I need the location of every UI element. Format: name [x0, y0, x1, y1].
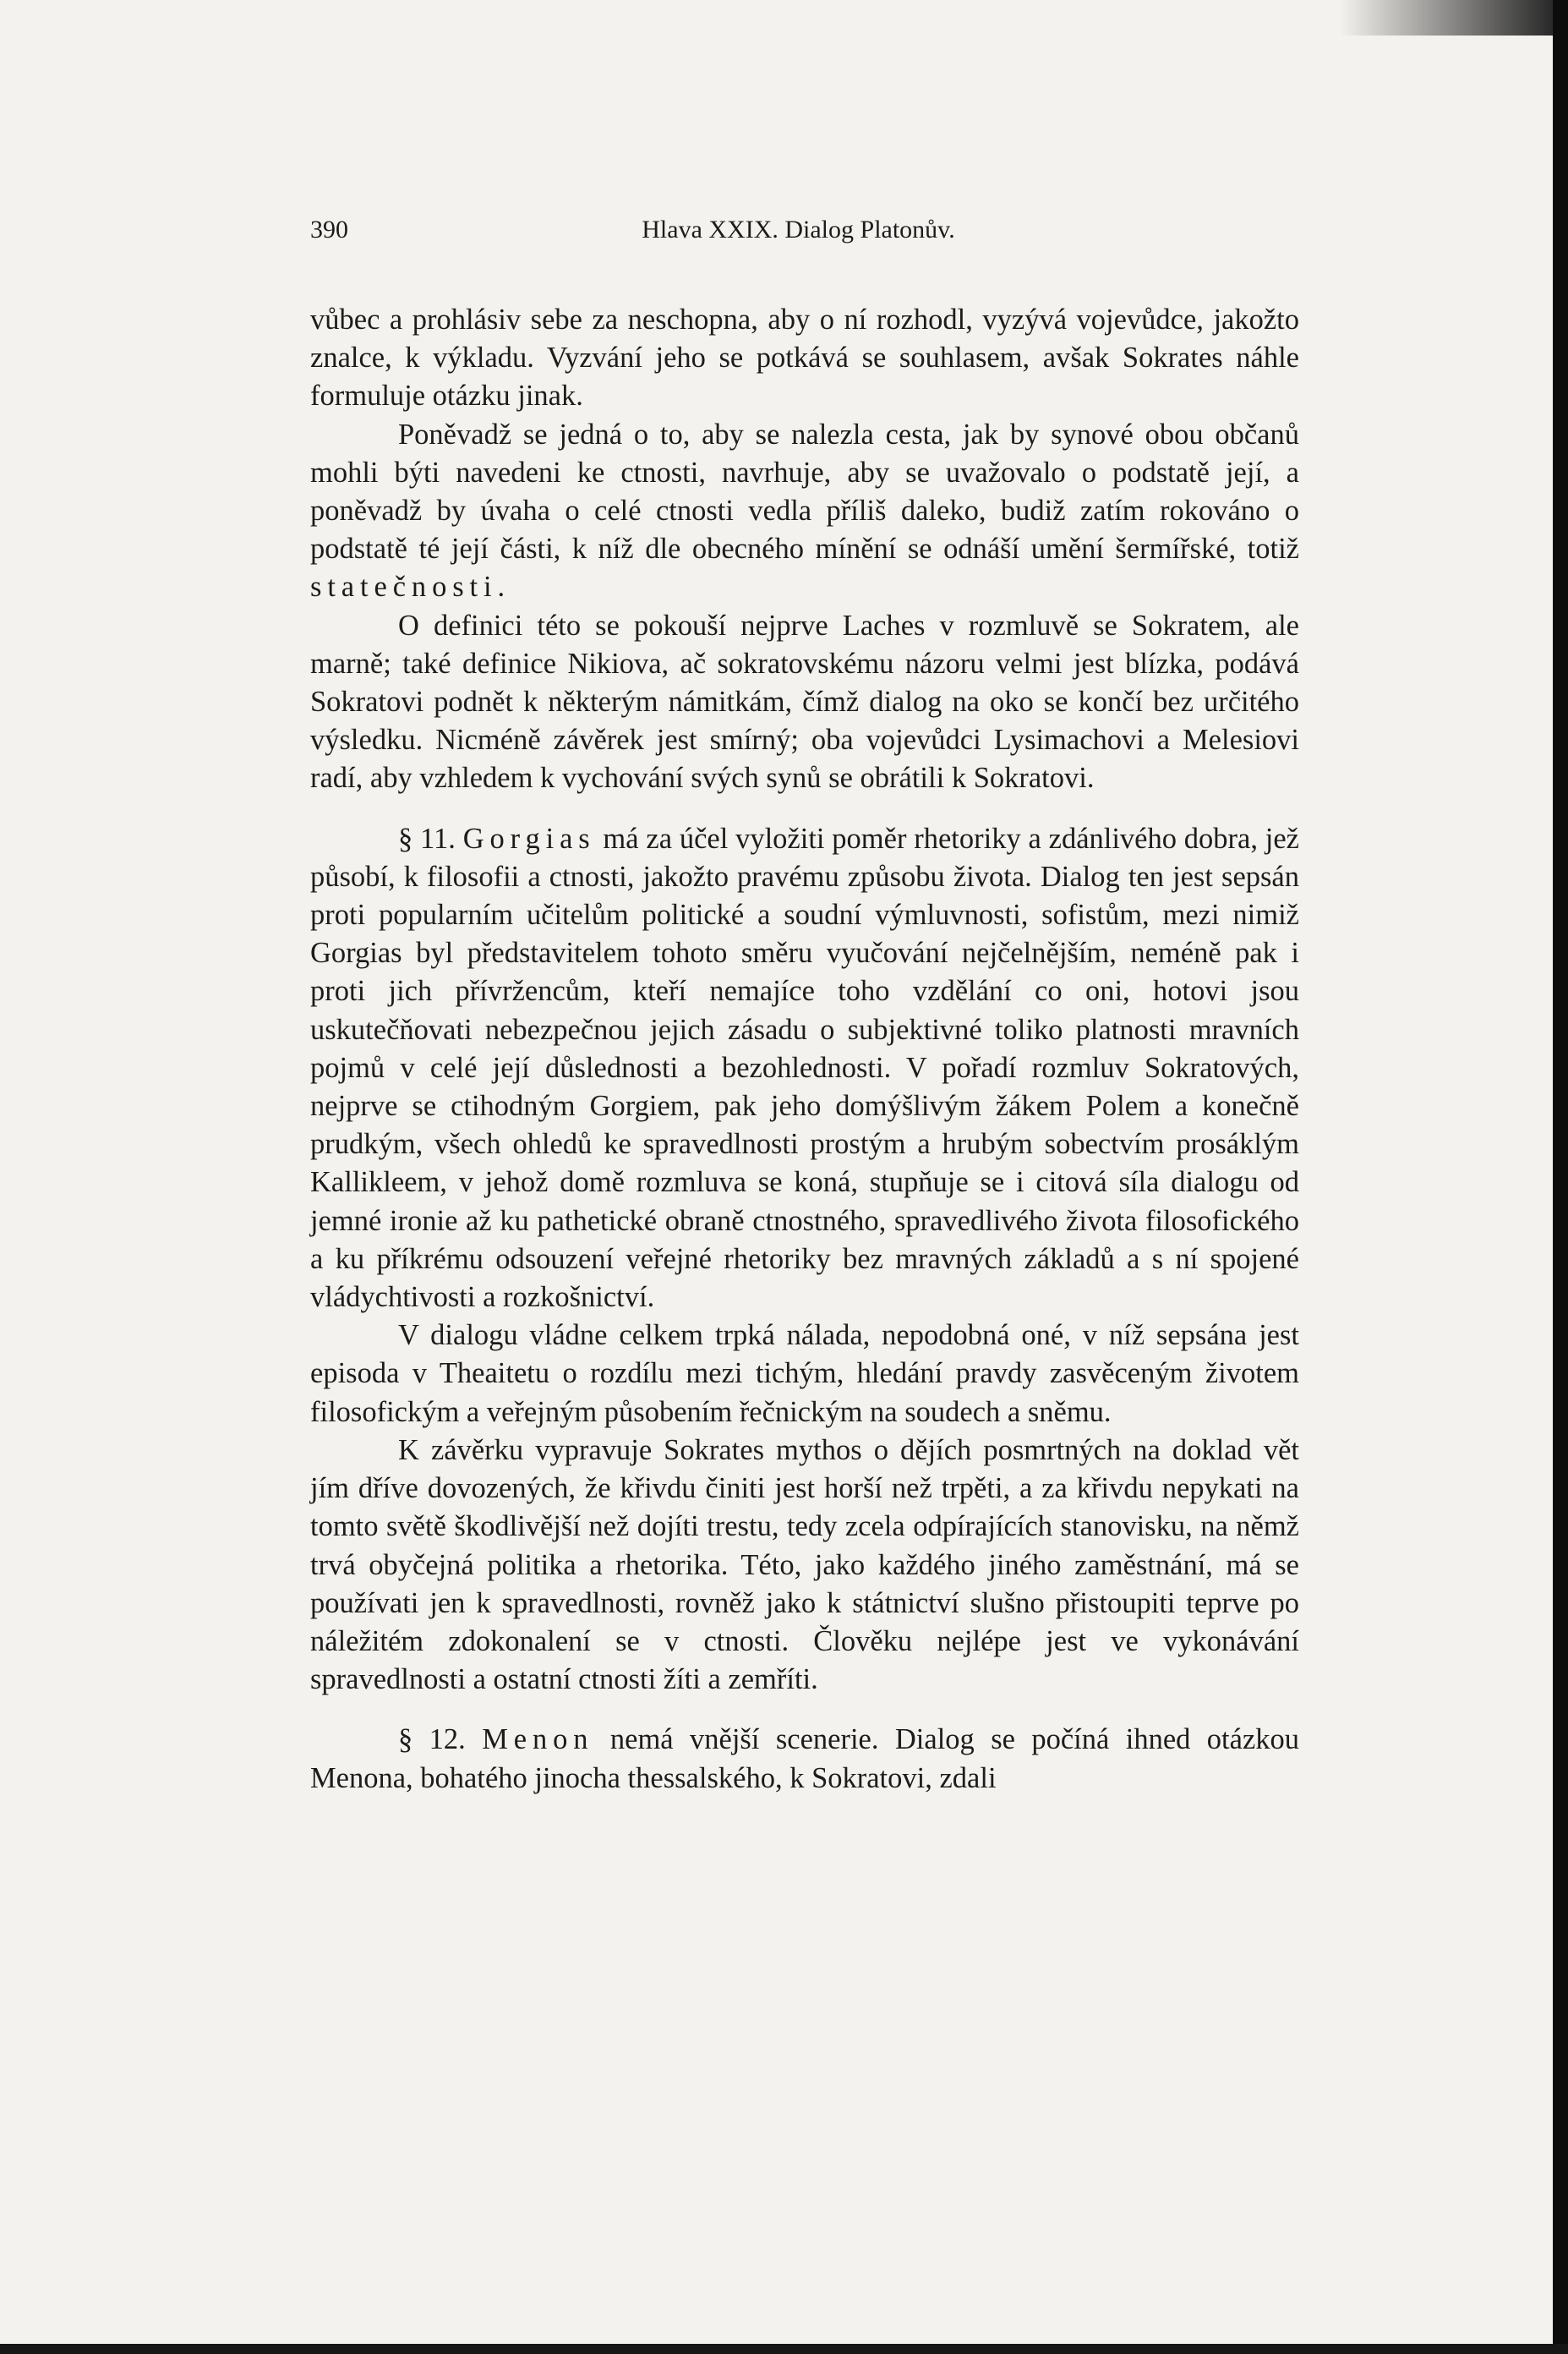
- paragraph-text: Poněvadž se jedná o to, aby se nalezla cesta, jak by synové obou občanů mohli býti navedeni ke ctnosti, navrhuje, aby se uvažovalo o podstatě její, a poněvadž by úvaha o celé ctnosti vedla příliš daleko, budiž zatím rokováno o podstatě té její části, k níž dle obecného mínění se odnáší umění šermířské, totiž: [310, 418, 1299, 566]
- paragraph-text: nemá vnější scenerie. Dialog se počíná ihned otázkou Menona, bohatého jinocha thessalského, k Sokratovi, zdali: [310, 1723, 1300, 1794]
- paragraph: [310, 416, 1299, 607]
- section-paragraph: [310, 820, 1299, 1317]
- body-text: [310, 301, 1299, 1798]
- section-mark: § 12.: [398, 1723, 466, 1756]
- paragraph: [310, 1432, 1299, 1699]
- section-paragraph: [310, 1721, 1299, 1797]
- paragraph-text: V dialogu vládne celkem trpká nálada, nepodobná oné, v níž sepsána jest episoda v Theaitetu o rozdílu mezi tichým, hledání pravdy zasvěceným životem filosofickým a veřejným působením řečnickým na soudech a sněmu.: [310, 1319, 1299, 1428]
- dialog-title: Gorgias: [462, 822, 596, 855]
- section-mark: § 11.: [398, 822, 456, 855]
- spaced-term: statečnosti: [310, 571, 498, 604]
- scan-edge-bottom: [0, 2344, 1568, 2354]
- paragraph-text: K závěrku vypravuje Sokrates mythos o dějích posmrtných na doklad vět jím dříve dovozených, že křivdu činiti jest horší než trpěti, a za křivdu nepykati na tomto světě škodlivější než dojíti trestu, tedy zcela odpírajících stanovisku, na němž trvá obyčejná politika a rhetorika. Této, jako každého jiného zaměstnání, má se používati jen k spravedlnosti, rovněž jako k státnictví slušno přistoupiti teprve po náležitém zdokonalení se v ctnosti. Člověku nejlépe jest ve vykonávání spravedlnosti a ostatní ctnosti žíti a zemříti.: [310, 1433, 1299, 1696]
- chapter-title: Hlava XXIX. Dialog Platonův.: [642, 216, 955, 244]
- scan-edge-right: [1553, 0, 1568, 2354]
- running-head: [310, 211, 1299, 249]
- paragraph: [310, 301, 1299, 416]
- paragraph-text: O definici této se pokouší nejprve Laches v rozmluvě se Sokratem, ale marně; také definice Nikiova, ač sokratovskému názoru velmi jest blízka, podává Sokratovi podnět k některým námitkám, čímž dialog na oko se končí bez určitého výsledku. Nicméně závěrek jest smírný; oba vojevůdci Lysimachovi a Melesiovi radí, aby vzhledem k vychování svých synů se obrátili k Sokratovi.: [310, 609, 1299, 795]
- paragraph-text-end: .: [497, 571, 505, 604]
- book-page: [310, 211, 1299, 1798]
- paragraph-text: vůbec a prohlásiv sebe za neschopna, aby o ní rozhodl, vyzývá vojevůdce, jakožto znalce, k výkladu. Vyzvání jeho se potkává se souhlasem, avšak Sokrates náhle formuluje otázku jinak.: [310, 304, 1299, 413]
- paragraph: [310, 607, 1299, 798]
- dialog-title: Menon: [482, 1723, 594, 1756]
- paragraph: [310, 1317, 1299, 1432]
- page-number: 390: [310, 216, 348, 244]
- scan-shadow-top: [1340, 0, 1568, 36]
- paragraph-text: má za účel vyložiti poměr rhetoriky a zdánlivého dobra, jež působí, k filosofii a ctnosti, jakožto pravému způsobu života. Dialog ten jest sepsán proti popularním učitelům politické a soudní výmluvnosti, sofistům, mezi nimiž Gorgias byl představitelem tohoto směru vyučování nejčelnějším, neméně pak i proti jich přívržencům, kteří nemajíce toho vzdělání co oni, hotovi jsou uskutečňovati nebezpečnou jejich zásadu o subjektivné toliko platnosti mravních pojmů v celé její důslednosti a bezohlednosti. V pořadí rozmluv Sokratových, nejprve se ctihodným Gorgiem, pak jeho domýšlivým žákem Polem a konečně prudkým, všech ohledů ke spravedlnosti prostým a hrubým sobectvím prosáklým Kallikleem, v jehož domě rozmluva se koná, stupňuje se i citová síla dialogu od jemné ironie až ku pathetické obraně ctnostného, spravedlivého života filosofického a ku příkrému odsouzení veřejné rhetoriky bez mravných základů a s ní spojené vládychtivosti a rozkošnictví.: [310, 822, 1299, 1314]
